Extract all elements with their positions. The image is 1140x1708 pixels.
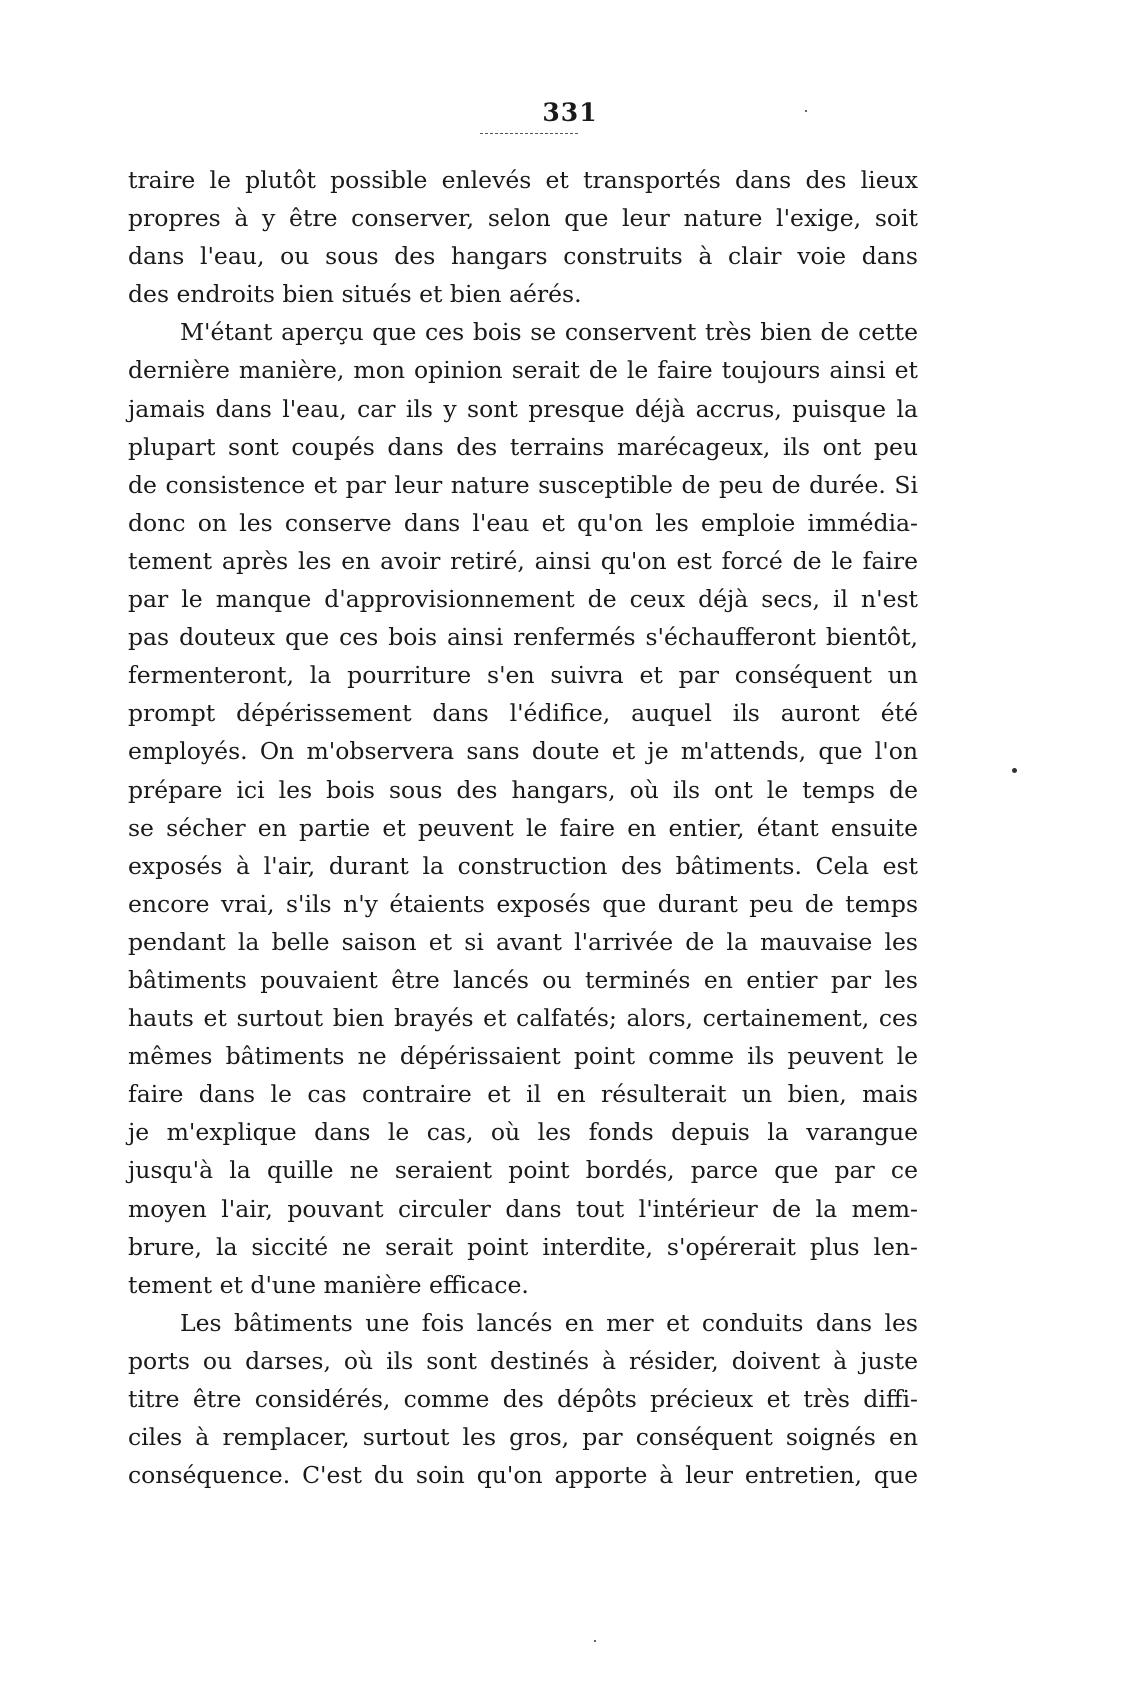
speck-mark [1012,768,1017,773]
text-line: jamais dans l'eau, car ils y sont presque déjà accrus, puisque la [128,394,918,423]
speck-mark [805,110,807,112]
text-line: prompt dépérissement dans l'édifice, auquel ils auront été [128,699,918,728]
speck-mark [594,1640,596,1642]
text-line: fermenteront, la pourriture s'en suivra et par conséquent un [128,661,918,690]
text-line: encore vrai, s'ils n'y étaients exposés que durant peu de temps [128,889,918,918]
text-line: traire le plutôt possible enlevés et transportés dans des lieux [128,166,918,194]
text-line: des endroits bien situés et bien aérés. [128,280,582,309]
text-line: brure, la siccité ne serait point interdite, s'opérerait plus len- [128,1232,918,1261]
text-line: tement après les en avoir retiré, ainsi qu'on est forcé de le faire [128,546,918,575]
text-line: donc on les conserve dans l'eau et qu'on les emploie immédia- [128,508,918,537]
text-line: se sécher en partie et peuvent le faire en entier, étant ensuite [128,813,918,842]
text-line: ports ou darses, où ils sont destinés à résider, doivent à juste [128,1346,918,1375]
text-line: de consistence et par leur nature susceptible de peu de durée. Si [128,470,918,499]
text-line: jusqu'à la quille ne seraient point bordés, parce que par ce [128,1156,918,1185]
page-number: 331 [542,98,598,127]
text-line: exposés à l'air, durant la construction des bâtiments. Cela est [128,851,918,880]
text-line: hauts et surtout bien brayés et calfatés; alors, certainement, ces [128,1004,918,1033]
text-line: conséquence. C'est du soin qu'on apporte à leur entretien, que [128,1461,918,1490]
text-line: mêmes bâtiments ne dépérissaient point comme ils peuvent le [128,1042,918,1071]
text-line: ciles à remplacer, surtout les gros, par conséquent soignés en [128,1423,918,1452]
text-line: tement et d'une manière efficace. [128,1270,529,1299]
text-line: pendant la belle saison et si avant l'arrivée de la mauvaise les [128,927,918,956]
text-line: bâtiments pouvaient être lancés ou terminés en entier par les [128,965,918,994]
text-line: pas douteux que ces bois ainsi renfermés s'échaufferont bientôt, [128,623,918,652]
text-line: M'étant aperçu que ces bois se conservent très bien de cette [180,318,918,347]
text-line: par le manque d'approvisionnement de ceux déjà secs, il n'est [128,585,918,614]
body-text [128,161,918,1494]
text-line: plupart sont coupés dans des terrains marécageux, ils ont peu [128,432,918,461]
text-line: titre être considérés, comme des dépôts précieux et très diffi- [128,1385,918,1413]
text-line: employés. On m'observera sans doute et je m'attends, que l'on [128,737,918,766]
text-line: je m'explique dans le cas, où les fonds depuis la varangue [128,1118,918,1147]
text-line: faire dans le cas contraire et il en résulterait un bien, mais [128,1080,918,1109]
text-line: propres à y être conserver, selon que leur nature l'exige, soit [128,204,918,233]
text-line: Les bâtiments une fois lancés en mer et conduits dans les [180,1308,918,1337]
text-line: dernière manière, mon opinion serait de le faire toujours ainsi et [128,356,918,385]
text-line: dans l'eau, ou sous des hangars construits à clair voie dans [128,242,918,271]
text-line: prépare ici les bois sous des hangars, où ils ont le temps de [128,775,918,804]
page-number-rule [480,133,578,134]
text-line: moyen l'air, pouvant circuler dans tout l'intérieur de la mem- [128,1194,918,1223]
